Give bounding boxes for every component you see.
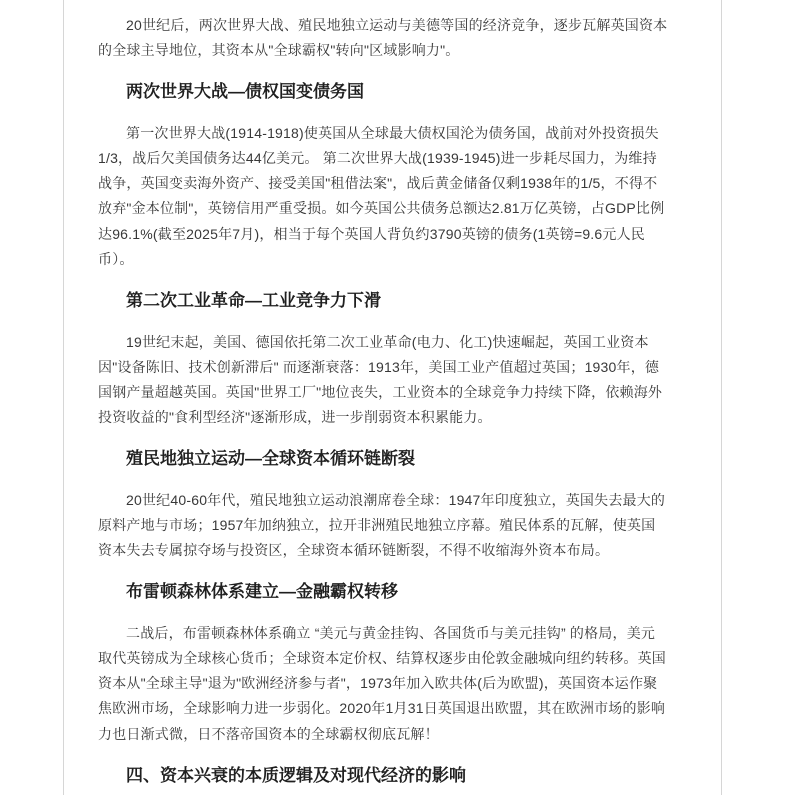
- article-paragraph: 二战后，布雷顿森林体系确立 “美元与黄金挂钩、各国货币与美元挂钩” 的格局，美元取代英镑成为全球核心货币；全球资本定价权、结算权逐步由伦敦金融城向纽约转移。英国资本从"全球主导"退为"欧洲经济参与者"，1973年加入欧共体(后为欧盟)，英国资本运作聚焦欧洲市场，全球影响力进一步弱化。2020年1月31日英国退出欧盟，其在欧洲市场的影响力也日渐式微，日不落帝国资本的全球霸权彻底瓦解！: [98, 624, 666, 742]
- article-paragraph: 20世纪40-60年代，殖民地独立运动浪潮席卷全球：1947年印度独立，英国失去最大的原料产地与市场；1957年加纳独立，拉开非洲殖民地独立序幕。殖民体系的瓦解，使英国资本失去专属掠夺场与投资区，全球资本循环链断裂，不得不收缩海外资本布局。: [98, 491, 666, 559]
- section-heading: 殖民地独立运动—全球资本循环链断裂: [126, 449, 415, 469]
- section-heading: 两次世界大战—债权国变债务国: [126, 82, 364, 102]
- section-heading: 四、资本兴衰的本质逻辑及对现代经济的影响: [126, 765, 466, 785]
- article-paragraph: 19世纪末起，美国、德国依托第二次工业革命(电力、化工)快速崛起，英国工业资本因"设备陈旧、技术创新滞后" 而逐渐衰落：1913年，美国工业产值超过英国；1930年，德国钢产量超越英国。英国"世界工厂"地位丧失，工业资本的全球竞争力持续下降，依赖海外投资收益的"食利型经济"逐渐形成，进一步削弱资本积累能力。: [98, 333, 663, 426]
- article-paragraph: 20世纪后，两次世界大战、殖民地独立运动与美德等国的经济竞争，逐步瓦解英国资本的全球主导地位，其资本从"全球霸权"转向"区域影响力"。: [98, 17, 668, 59]
- content-column: [63, 0, 722, 795]
- section-heading: 第二次工业革命—工业竞争力下滑: [126, 291, 381, 310]
- section-heading: 布雷顿森林体系建立—金融霸权转移: [126, 582, 398, 602]
- article-paragraph: 第一次世界大战(1914-1918)使英国从全球最大债权国沦为债务国，战前对外投资损失1/3，战后欠美国债务达44亿美元。 第二次世界大战(1939-1945)进一步耗尽国力，为维持战争，英国变卖海外资产、接受美国"租借法案"，战后黄金储备仅剩1938年的1/5，不得不放弃"金本位制"，英镑信用严重受损。如今英国公共债务总额达2.81万亿英镑，占GDP比例达96.1%(截至2025年7月)，相当于每个英国人背负约3790英镑的债务(1英镑=9.6元人民币）。: [98, 124, 665, 267]
